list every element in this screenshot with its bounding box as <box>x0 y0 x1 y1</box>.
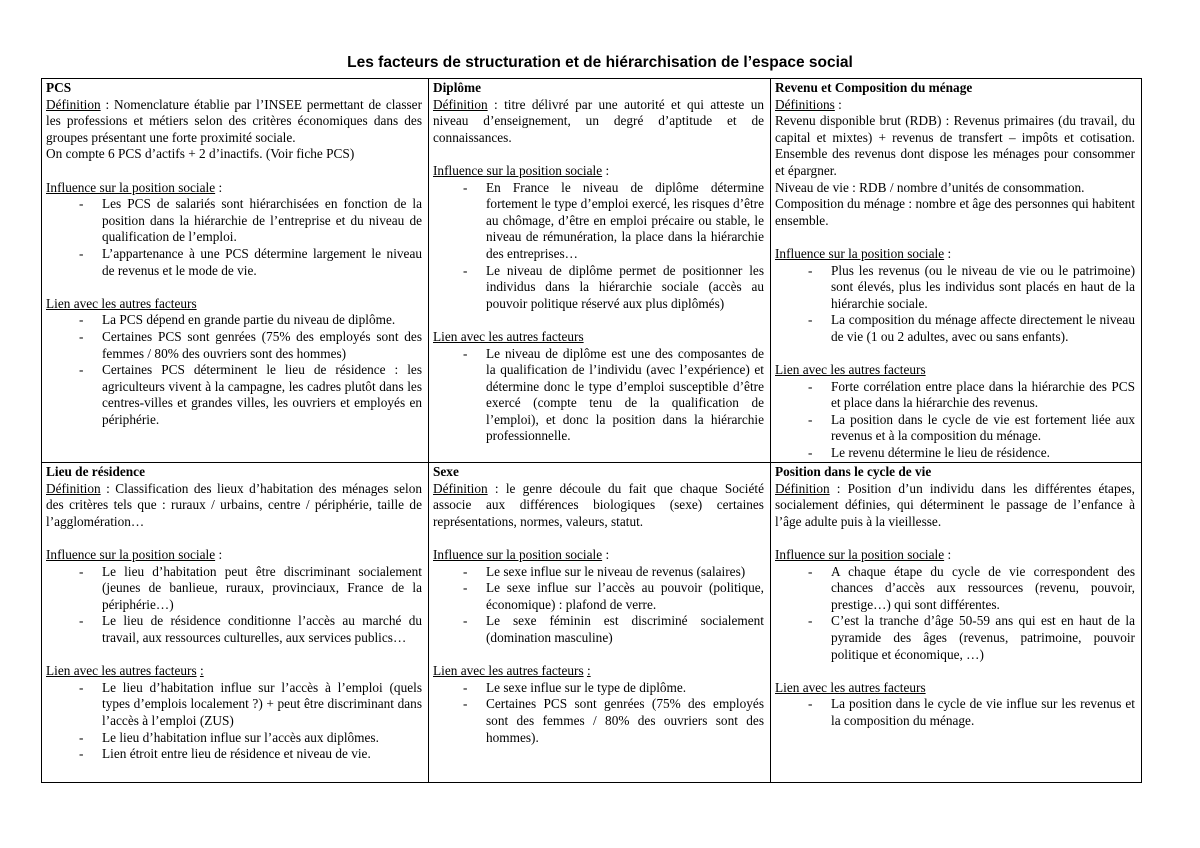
links-suffix: : <box>586 663 591 679</box>
list-item: - Les PCS de salariés sont hiérarchisées en fonction de la position dans la hiérarchie de l’entreprise et du niveau de qualification de l’emploi. <box>102 196 422 246</box>
table-row <box>42 463 1142 783</box>
definition <box>433 97 764 147</box>
definition-label: Définition <box>775 480 830 496</box>
list-item: - La position dans le cycle de vie influe sur les revenus et la composition du ménage. <box>831 696 1135 729</box>
links-list <box>433 346 764 446</box>
definition-note: On compte 6 PCS d’actifs + 2 d’inactifs. (Voir fiche PCS) <box>46 146 355 162</box>
list-item: - La composition du ménage affecte directement le niveau de vie (1 ou 2 adultes, avec ou sans enfants). <box>831 312 1135 345</box>
links-label: Lien avec les autres facteurs <box>433 663 584 679</box>
influence-list <box>775 263 1135 346</box>
cell-heading: Diplôme <box>433 80 482 95</box>
definition-label: Définition <box>433 480 488 496</box>
links-label: Lien avec les autres facteurs <box>775 362 926 378</box>
list-item: - Le sexe influe sur l’accès au pouvoir (politique, économique) : plafond de verre. <box>486 580 764 613</box>
list-item: - Le sexe influe sur le niveau de revenus (salaires) <box>486 564 764 581</box>
influence-section <box>433 547 764 647</box>
influence-suffix: : <box>947 245 952 261</box>
definition <box>46 97 422 147</box>
definition-line: Niveau de vie : RDB / nombre d’unités de consommation. <box>775 179 1085 195</box>
definition <box>775 481 1135 531</box>
links-label: Lien avec les autres facteurs <box>775 679 926 695</box>
list-item: - Le lieu d’habitation influe sur l’accès aux diplômes. <box>102 730 422 747</box>
definition <box>46 481 422 531</box>
definition-label: Définition <box>46 96 101 112</box>
definition <box>433 481 764 531</box>
definition-text: : Position d’un individu dans les différentes étapes, socialement définies, qui déterminent le passage de l’enfance à l’âge adulte puis à la vieillesse. <box>775 480 1136 529</box>
influence-section <box>46 547 422 647</box>
cell-sexe <box>429 463 771 783</box>
cell-diplome <box>429 79 771 463</box>
cell-heading: Sexe <box>433 464 459 479</box>
definition-label: Définition <box>433 96 488 112</box>
links-list <box>46 680 422 763</box>
links-section <box>46 296 422 429</box>
factors-table <box>41 78 1142 783</box>
list-item: - Le lieu d’habitation influe sur l’accès à l’emploi (quels types d’emplois localement ?) + peut être discriminant dans l’accès à l’emploi (ZUS) <box>102 680 422 730</box>
cell-cycle-de-vie <box>771 463 1142 783</box>
influence-section <box>46 180 422 280</box>
list-item: - Le revenu détermine le lieu de résidence. <box>831 445 1135 462</box>
links-section <box>46 663 422 763</box>
links-list <box>775 379 1135 462</box>
definition-line: Revenu disponible brut (RDB) : Revenus primaires (du travail, du capital et mixtes) + revenus de transfert – impôts et cotisation. Ensemble des revenus dont dispose les ménages pour consommer et épargner. <box>775 113 1135 178</box>
influence-label: Influence sur la position sociale <box>433 162 603 178</box>
definition-label: Définitions <box>775 96 835 112</box>
links-suffix: : <box>199 663 204 679</box>
influence-label: Influence sur la position sociale <box>433 546 603 562</box>
links-section <box>775 680 1135 730</box>
list-item: - Certaines PCS sont genrées (75% des employés sont des femmes / 80% des ouvriers sont des hommes) <box>102 329 422 362</box>
influence-list <box>46 564 422 647</box>
definition-text: : titre délivré par une autorité et qui atteste un niveau d’enseignement, un degré d’aptitude et de connaissances. <box>433 96 765 145</box>
list-item: - La PCS dépend en grande partie du niveau de diplôme. <box>102 312 422 329</box>
table-row <box>42 79 1142 463</box>
list-item: - Le lieu de résidence conditionne l’accès au marché du travail, aux ressources culturelles, aux services publics… <box>102 613 422 646</box>
links-list <box>433 680 764 746</box>
definition-line: Composition du ménage : nombre et âge des personnes qui habitent ensemble. <box>775 196 1135 228</box>
list-item: - C’est la tranche d’âge 50-59 ans qui est en haut de la pyramide des âges (revenus, patrimoine, pouvoir politique et économique, …) <box>831 613 1135 663</box>
list-item: - Le niveau de diplôme est une des composantes de la qualification de l’individu (avec l’expérience) et détermine donc le type d’emploi susceptible d’être exercé (compte tenu de la qualification de l’emploi), et donc la position dans la hiérarchie professionnelle. <box>486 346 764 446</box>
list-item: - Le sexe féminin est discriminé socialement (domination masculine) <box>486 613 764 646</box>
influence-label: Influence sur la position sociale <box>46 179 216 195</box>
influence-label: Influence sur la position sociale <box>775 546 945 562</box>
list-item: - En France le niveau de diplôme détermine fortement le type d’emploi exercé, les risques d’être au chômage, d’être en emploi précaire ou stable, le niveau de rémunération, la place dans la hiérarchie des entreprises… <box>486 180 764 263</box>
influence-suffix: : <box>605 546 610 562</box>
influence-suffix: : <box>605 162 610 178</box>
list-item: - Certaines PCS déterminent le lieu de résidence : les agriculteurs vivent à la campagne, les cadres plutôt dans les centres-villes et grandes villes, les ouvriers et employés en périphérie. <box>102 362 422 428</box>
cell-lieu-residence <box>42 463 429 783</box>
list-item: - Le lieu d’habitation peut être discriminant socialement (jeunes de banlieue, ruraux, provinciaux, France de la périphérie…) <box>102 564 422 614</box>
definition-text: : Classification des lieux d’habitation des ménages selon des critères tels que : ruraux / urbains, centre / périphérie, taille de l’agglomération… <box>46 480 422 529</box>
list-item: - Forte corrélation entre place dans la hiérarchie des PCS et place dans la hiérarchie des revenus. <box>831 379 1135 412</box>
cell-heading: Revenu et Composition du ménage <box>775 80 973 95</box>
definition-text: : Nomenclature établie par l’INSEE permettant de classer les professions et métiers selon des critères économiques dans des groupes présentant une forte proximité sociale. <box>46 96 422 145</box>
cell-revenu <box>771 79 1142 463</box>
links-list <box>775 696 1135 729</box>
influence-suffix: : <box>947 546 952 562</box>
influence-list <box>433 180 764 313</box>
definition-text: : <box>838 96 842 112</box>
links-section <box>433 663 764 746</box>
influence-section <box>433 163 764 312</box>
influence-label: Influence sur la position sociale <box>775 245 945 261</box>
definition-label: Définition <box>46 480 101 496</box>
links-label: Lien avec les autres facteurs <box>433 328 584 344</box>
cell-heading: PCS <box>46 80 72 95</box>
list-item: - Le sexe influe sur le type de diplôme. <box>486 680 764 697</box>
links-list <box>46 312 422 428</box>
influence-list <box>46 196 422 279</box>
links-label: Lien avec les autres facteurs <box>46 663 197 679</box>
cell-heading: Lieu de résidence <box>46 464 145 479</box>
list-item: - Le niveau de diplôme permet de positionner les individus dans la hiérarchie sociale (accès au pouvoir politique réservé aux plus diplômés) <box>486 263 764 313</box>
list-item: - La position dans le cycle de vie est fortement liée aux revenus et à la composition du ménage. <box>831 412 1135 445</box>
page-title: Les facteurs de structuration et de hiérarchisation de l’espace social <box>347 54 853 71</box>
list-item: - Lien étroit entre lieu de résidence et niveau de vie. <box>102 746 422 763</box>
definition <box>775 97 1135 114</box>
influence-list <box>433 564 764 647</box>
list-item: - L’appartenance à une PCS détermine largement le niveau de revenus et le mode de vie. <box>102 246 422 279</box>
links-section <box>775 362 1135 462</box>
links-section <box>433 329 764 445</box>
influence-list <box>775 564 1135 664</box>
influence-label: Influence sur la position sociale <box>46 546 216 562</box>
influence-section <box>775 547 1135 663</box>
cell-pcs <box>42 79 429 463</box>
influence-suffix: : <box>218 179 223 195</box>
influence-suffix: : <box>218 546 223 562</box>
influence-section <box>775 246 1135 346</box>
cell-heading: Position dans le cycle de vie <box>775 464 932 479</box>
list-item: - A chaque étape du cycle de vie correspondent des chances d’accès aux ressources (revenu, pouvoir, prestige…) qui sont différentes. <box>831 564 1135 614</box>
links-label: Lien avec les autres facteurs <box>46 295 197 311</box>
definition-text: : le genre découle du fait que chaque Société associe aux différences biologiques (sexe) certaines représentations, normes, valeurs, statut. <box>433 480 764 529</box>
list-item: - Certaines PCS sont genrées (75% des employés sont des femmes / 80% des ouvriers sont des hommes). <box>486 696 764 746</box>
list-item: - Plus les revenus (ou le niveau de vie ou le patrimoine) sont élevés, plus les individus sont placés en haut de la hiérarchie sociale. <box>831 263 1135 313</box>
